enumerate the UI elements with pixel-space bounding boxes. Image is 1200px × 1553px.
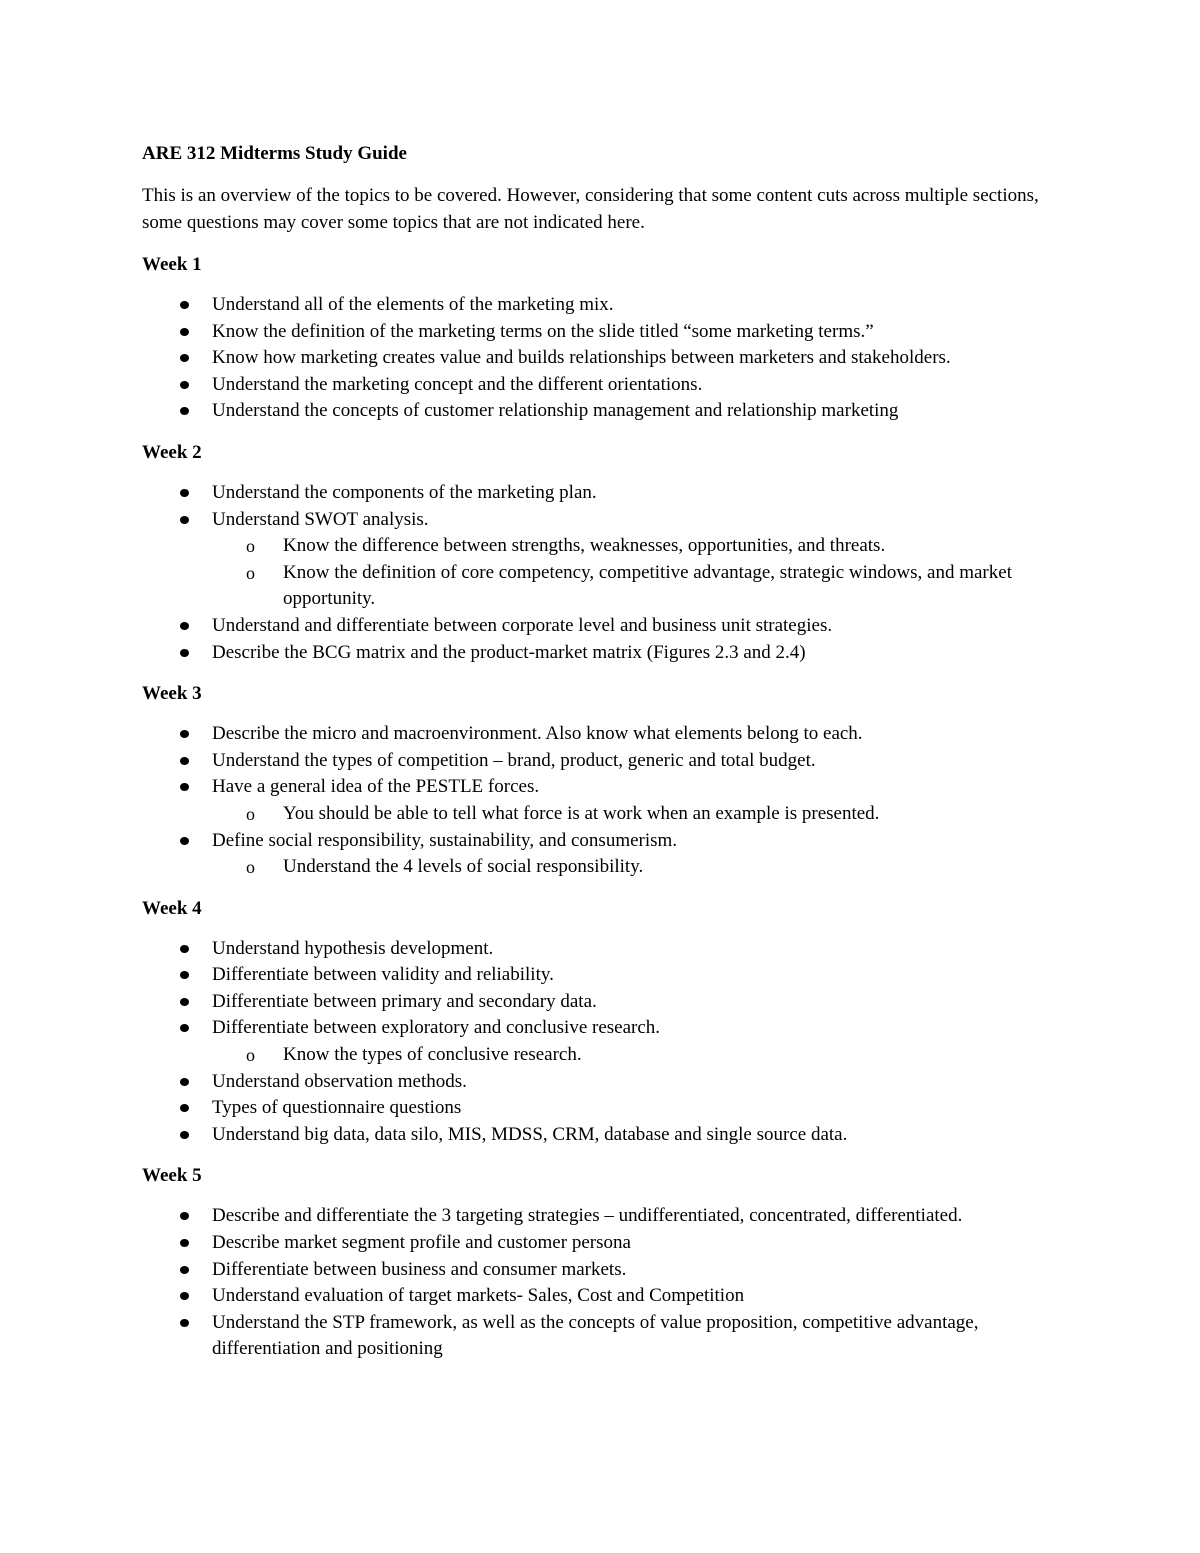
- list-item: Understand big data, data silo, MIS, MDSS, CRM, database and single source data.: [142, 1122, 1072, 1149]
- list-item: Understand the marketing concept and the different orientations.: [142, 372, 1072, 399]
- bullet-icon: [180, 1104, 189, 1112]
- bullet-icon: [180, 945, 189, 953]
- bullet-icon: [180, 381, 189, 389]
- sub-list-item: o You should be able to tell what force is at work when an example is presented.: [142, 801, 1072, 828]
- week-4-list: [142, 936, 1072, 1149]
- sublist-holder: [142, 1042, 1072, 1069]
- bullet-icon: [180, 328, 189, 336]
- circle-marker-icon: o: [246, 857, 255, 878]
- sublist-holder: [142, 801, 1072, 828]
- bullet-icon: [180, 1266, 189, 1274]
- list-item: Describe the BCG matrix and the product-market matrix (Figures 2.3 and 2.4): [142, 640, 1072, 667]
- week-4-sublist: [142, 1042, 1072, 1069]
- list-item: Differentiate between business and consumer markets.: [142, 1257, 1072, 1284]
- week-3-heading: Week 3: [142, 683, 202, 705]
- sub-list-item: o Know the difference between strengths, weaknesses, opportunities, and threats.: [142, 533, 1072, 560]
- bullet-icon: [180, 998, 189, 1006]
- week-4-heading: Week 4: [142, 897, 202, 919]
- bullet-icon: [180, 622, 189, 630]
- week-3-list: [142, 721, 1072, 881]
- list-item: Understand the types of competition – brand, product, generic and total budget.: [142, 748, 1072, 775]
- bullet-icon: [180, 1024, 189, 1032]
- bullet-icon: [180, 971, 189, 979]
- circle-marker-icon: o: [246, 536, 255, 557]
- week-1-heading: Week 1: [142, 254, 202, 275]
- list-item: Types of questionnaire questions: [142, 1095, 1072, 1122]
- week-2-heading: Week 2: [142, 441, 202, 463]
- week-3-sublist-a: [142, 801, 1072, 828]
- list-item: Differentiate between validity and reliability.: [142, 962, 1072, 989]
- bullet-icon: [180, 837, 189, 845]
- sub-list-item: o Understand the 4 levels of social responsibility.: [142, 854, 1072, 881]
- list-item: Understand hypothesis development.: [142, 936, 1072, 963]
- bullet-icon: [180, 649, 189, 657]
- bullet-icon: [180, 1239, 189, 1247]
- week-2-sublist: [142, 533, 1072, 613]
- list-item: Understand all of the elements of the marketing mix.: [142, 292, 1072, 319]
- bullet-icon: [180, 1078, 189, 1086]
- bullet-icon: [180, 407, 189, 415]
- week-5-heading: Week 5: [142, 1165, 202, 1187]
- bullet-icon: [180, 1292, 189, 1300]
- bullet-icon: [180, 516, 189, 524]
- list-item: Differentiate between primary and secondary data.: [142, 989, 1072, 1016]
- list-item: Understand evaluation of target markets- Sales, Cost and Competition: [142, 1283, 1072, 1310]
- intro-paragraph: This is an overview of the topics to be covered. However, considering that some content cuts across multiple sections, some questions may cover some topics that are not indicated here.: [142, 185, 1039, 233]
- list-item: Understand SWOT analysis.: [142, 507, 1072, 534]
- circle-marker-icon: o: [246, 1045, 255, 1066]
- list-item: Understand the STP framework, as well as the concepts of value proposition, competitive advantage, differentiation and positioning: [142, 1310, 1072, 1363]
- bullet-icon: [180, 1212, 189, 1220]
- circle-marker-icon: o: [246, 562, 255, 583]
- bullet-icon: [180, 301, 189, 309]
- circle-marker-icon: o: [246, 803, 255, 824]
- sub-list-item: o Know the definition of core competency, competitive advantage, strategic windows, and market opportunity.: [246, 561, 1012, 610]
- bullet-icon: [180, 730, 189, 738]
- list-item: Describe market segment profile and customer persona: [142, 1230, 1072, 1257]
- document-page: [142, 140, 1072, 1377]
- list-item: Understand the concepts of customer relationship management and relationship marketing: [142, 398, 1072, 425]
- document-title: ARE 312 Midterms Study Guide: [142, 143, 407, 164]
- bullet-icon: [180, 783, 189, 791]
- bullet-icon: [180, 354, 189, 362]
- bullet-icon: [180, 1131, 189, 1139]
- sub-list-item: o Know the types of conclusive research.: [142, 1042, 1072, 1069]
- list-item: Understand observation methods.: [142, 1069, 1072, 1096]
- list-item: Know how marketing creates value and builds relationships between marketers and stakeholders.: [142, 345, 1072, 372]
- list-item: Describe and differentiate the 3 targeting strategies – undifferentiated, concentrated, differentiated.: [142, 1203, 1072, 1230]
- bullet-icon: [180, 1319, 189, 1327]
- list-item: Understand the components of the marketing plan.: [142, 480, 1072, 507]
- list-item: Know the definition of the marketing terms on the slide titled “some marketing terms.”: [142, 319, 1072, 346]
- sublist-holder: [142, 533, 1072, 613]
- list-item: Have a general idea of the PESTLE forces.: [142, 774, 1072, 801]
- list-item: Define social responsibility, sustainability, and consumerism.: [142, 828, 1072, 855]
- week-3-sublist-b: [142, 854, 1072, 881]
- bullet-icon: [180, 757, 189, 765]
- week-5-list: [142, 1203, 1072, 1363]
- bullet-icon: [180, 489, 189, 497]
- list-item: Describe the micro and macroenvironment. Also know what elements belong to each.: [142, 721, 1072, 748]
- week-1-list: [142, 292, 1072, 425]
- list-item: Differentiate between exploratory and conclusive research.: [142, 1015, 1072, 1042]
- week-2-list: [142, 480, 1072, 666]
- sublist-holder: [142, 854, 1072, 881]
- list-item: Understand and differentiate between corporate level and business unit strategies.: [142, 613, 1072, 640]
